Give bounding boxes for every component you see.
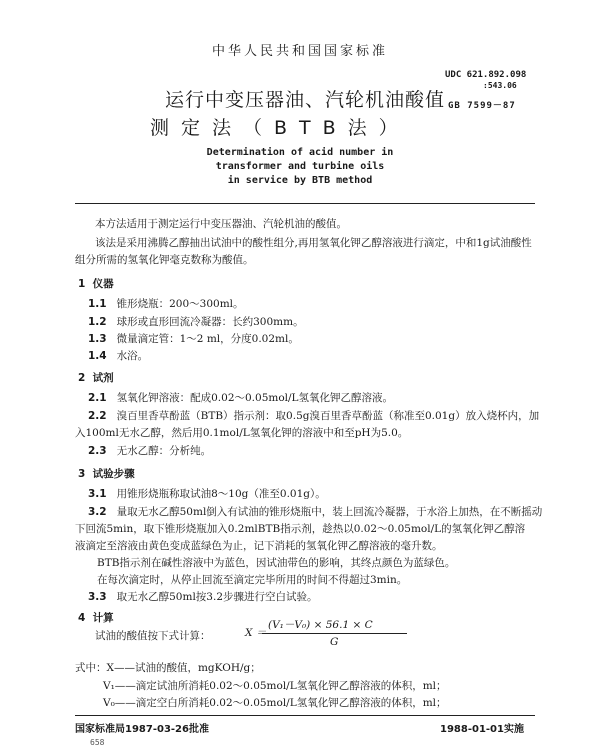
section-number: 2 <box>78 372 86 384</box>
section-2-heading <box>78 370 114 385</box>
clause-3-2-cont: 下回流5min，取下锥形烧瓶加入0.2mlBTB指示剂，趁热以0.02～0.05mol/L的氢氧化钾乙醇溶 <box>75 523 526 535</box>
udc-code: UDC 621.892.098 <box>445 70 527 80</box>
intro-paragraph-2-cont: 组分所需的氢氧化钾毫克数称为酸值。 <box>75 254 254 266</box>
clause-3-2-cont2: 液滴定至溶液由黄色变成蓝绿色为止，记下消耗的氢氧化钾乙醇溶液的毫升数。 <box>75 540 443 552</box>
clause-number: 1.4 <box>88 350 107 362</box>
clause-number: 3.2 <box>88 506 107 518</box>
clause-3-1 <box>88 486 326 501</box>
clause-number: 2.2 <box>88 410 107 422</box>
section-4-heading <box>78 610 114 625</box>
english-title-line2: transformer and turbine oils <box>215 161 385 172</box>
implementation-date: 1988-01-01实施 <box>440 724 524 735</box>
clause-text: 溴百里香草酚蓝（BTB）指示剂：取0.5g溴百里香草酚蓝（称准至0.01g）放入烧杯内，加 <box>116 410 540 422</box>
clause-3-2-note1: BTB指示剂在碱性溶液中为蓝色，因试油带色的影响，其终点颜色为蓝绿色。 <box>97 557 456 569</box>
clause-text: 无水乙醇：分析纯。 <box>116 445 212 457</box>
clause-number: 2.1 <box>88 392 107 404</box>
clause-2-2 <box>88 408 539 423</box>
section-title: 试验步骤 <box>92 468 135 480</box>
clause-number: 3.1 <box>88 488 107 500</box>
english-title-line1: Determination of acid number in <box>206 147 394 158</box>
clause-2-2-cont: 入100ml无水乙醇，然后用0.1mol/L氢氧化钾的溶液中和至pH为5.0。 <box>75 427 409 439</box>
english-title-line3: in service by BTB method <box>227 175 373 186</box>
clause-text: 水浴。 <box>116 350 149 362</box>
clause-3-3 <box>88 589 318 604</box>
chinese-title-line2: 测定法（BTB法） <box>150 117 410 139</box>
approval-date: 国家标准局1987-03-26批准 <box>75 724 209 735</box>
formula-denominator: G <box>330 636 339 648</box>
clause-1-3 <box>88 331 299 346</box>
clause-number: 1.3 <box>88 333 107 345</box>
section-1-heading <box>78 276 114 291</box>
section-title: 计算 <box>92 612 114 624</box>
section-number: 4 <box>78 612 86 624</box>
intro-paragraph-1: 本方法适用于测定运行中变压器油、汽轮机油的酸值。 <box>95 218 347 230</box>
section-title: 仪器 <box>92 278 114 290</box>
section-number: 3 <box>78 468 86 480</box>
clause-1-2 <box>88 314 304 329</box>
clause-text: 锥形烧瓶：200～300ml。 <box>116 298 244 310</box>
where-v0: V₀——滴定空白所消耗0.02～0.05mol/L氢氧化钾乙醇溶液的体积，ml； <box>103 697 447 709</box>
header-divider <box>75 203 535 204</box>
clause-1-1 <box>88 296 244 311</box>
section-title: 试剂 <box>92 372 114 384</box>
clause-text: 球形或直形回流冷凝器：长约300mm。 <box>116 316 304 328</box>
section-number: 1 <box>78 278 86 290</box>
udc-code-sub: :543.06 <box>483 81 517 90</box>
clause-text: 氢氧化钾溶液：配成0.02～0.05mol/L氢氧化钾乙醇溶液。 <box>116 392 394 404</box>
clause-1-4 <box>88 348 148 363</box>
clause-2-1 <box>88 390 393 405</box>
clause-number: 1.2 <box>88 316 107 328</box>
intro-paragraph-2: 该法是采用沸腾乙醇抽出试油中的酸性组分,再用氢氧化钾乙醇溶液进行滴定，中和1g试油酸性 <box>95 237 532 249</box>
standard-org-heading: 中华人民共和国国家标准 <box>211 44 388 59</box>
calc-lead: 试油的酸值按下式计算： <box>95 630 211 642</box>
clause-text: 取无水乙醇50ml按3.2步骤进行空白试验。 <box>116 591 318 603</box>
clause-3-2 <box>88 504 542 519</box>
clause-text: 微量滴定管：1～2 ml，分度0.02ml。 <box>116 333 299 345</box>
clause-number: 2.3 <box>88 445 107 457</box>
chinese-title-line1: 运行中变压器油、汽轮机油酸值 <box>165 89 446 111</box>
page-number: 658 <box>90 738 105 747</box>
footer-divider <box>75 715 535 716</box>
clause-2-3 <box>88 443 211 458</box>
where-x: 式中：X——试油的酸值，mgKOH/g； <box>75 662 261 674</box>
clause-number: 3.3 <box>88 591 107 603</box>
fraction-bar <box>262 633 407 634</box>
clause-text: 量取无水乙醇50ml倒入有试油的锥形烧瓶中，装上回流冷凝器，于水浴上加热，在不断摇动 <box>116 506 543 518</box>
formula-numerator: (V₁－V₀) × 56.1 × C <box>268 619 373 631</box>
where-v1: V₁——滴定试油所消耗0.02～0.05mol/L氢氧化钾乙醇溶液的体积，ml； <box>103 680 447 692</box>
clause-text: 用锥形烧瓶称取试油8～10g（准至0.01g）。 <box>116 488 326 500</box>
clause-number: 1.1 <box>88 298 107 310</box>
formula-lhs: X ＝ <box>245 627 267 639</box>
section-3-heading <box>78 466 135 481</box>
gb-number: GB 7599－87 <box>448 101 516 111</box>
clause-3-2-note2: 在每次滴定时，从停止回流至滴定完毕所用的时间不得超过3min。 <box>97 574 408 586</box>
